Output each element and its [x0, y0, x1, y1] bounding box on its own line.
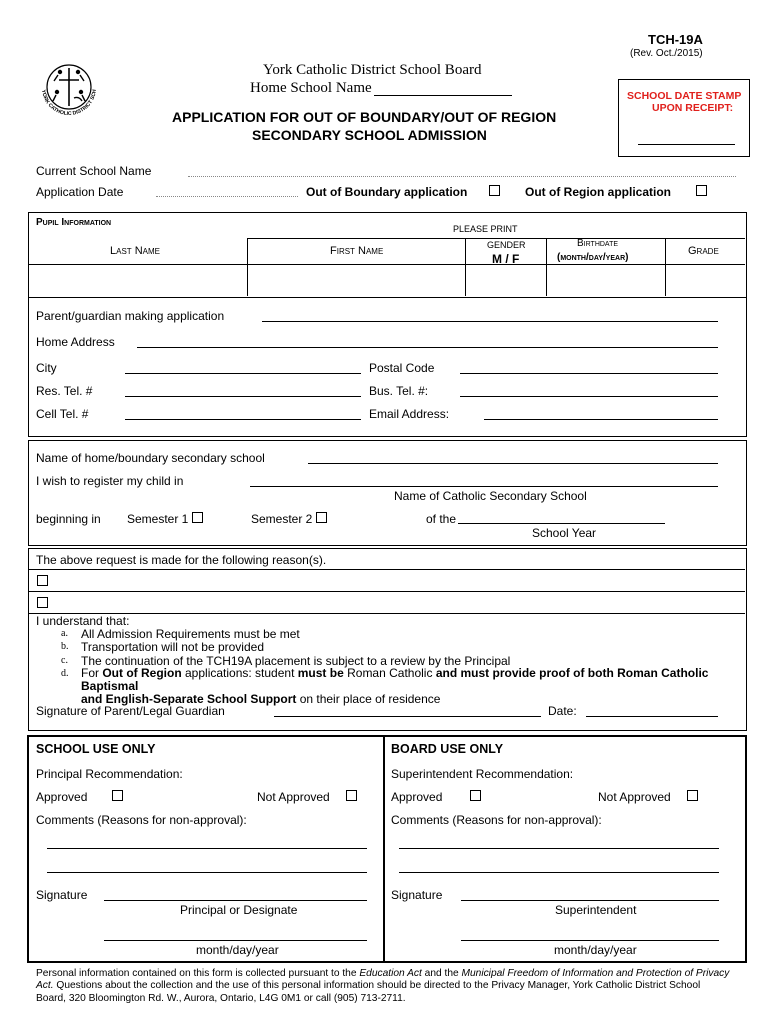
condition-a-text: All Admission Requirements must be met: [81, 627, 300, 641]
revision-date: (Rev. Oct./2015): [630, 48, 703, 59]
semester1-checkbox[interactable]: [192, 512, 203, 523]
birthdate-header: Birthdate: [577, 238, 619, 249]
birthdate-format: (month/day/year): [557, 252, 629, 263]
gender-input[interactable]: [467, 266, 545, 295]
semester2-checkbox[interactable]: [316, 512, 327, 523]
board-comments-line1[interactable]: [399, 848, 719, 849]
guardian-date-label: Date:: [548, 704, 577, 718]
bus-tel-input[interactable]: [460, 396, 718, 397]
beginning-label: beginning in: [36, 512, 101, 526]
reason1-input[interactable]: [52, 571, 742, 590]
svg-text:YORK CATHOLIC DISTRICT SCHOOL: YORK CATHOLIC DISTRICT SCH: [40, 89, 99, 118]
postal-code-input[interactable]: [460, 373, 718, 374]
school-comments-line2[interactable]: [47, 872, 367, 873]
email-label: Email Address:: [369, 407, 450, 421]
please-print-note: PLEASE PRINT: [453, 224, 518, 234]
guardian-signature-input[interactable]: [274, 716, 541, 717]
last-name-input[interactable]: [30, 266, 246, 295]
condition-b-letter: b.: [61, 641, 69, 652]
reason2-checkbox[interactable]: [37, 597, 48, 608]
board-date-caption: month/day/year: [554, 943, 637, 957]
guardian-signature-label: Signature of Parent/Legal Guardian: [36, 704, 225, 718]
board-comments-line2[interactable]: [399, 872, 719, 873]
school-not-approved-label: Not Approved: [257, 790, 330, 804]
school-not-approved-checkbox[interactable]: [346, 790, 357, 801]
email-input[interactable]: [484, 419, 718, 420]
principal-signature-input[interactable]: [104, 900, 367, 901]
form-title-line2: SECONDARY SCHOOL ADMISSION: [252, 127, 487, 143]
school-year-input[interactable]: [458, 523, 665, 524]
condition-d-letter: d.: [61, 668, 69, 679]
board-date-input[interactable]: [461, 940, 719, 941]
current-school-input[interactable]: [188, 176, 736, 177]
bus-tel-label: Bus. Tel. #:: [369, 384, 429, 398]
grade-header: Grade: [688, 245, 719, 257]
school-approved-label: Approved: [36, 790, 88, 804]
parent-label: Parent/guardian making application: [36, 309, 225, 323]
pupil-info-title: Pupil Information: [36, 217, 112, 228]
city-input[interactable]: [125, 373, 361, 374]
cell-tel-label: Cell Tel. #: [36, 407, 89, 421]
last-name-header: Last Name: [110, 245, 161, 257]
privacy-notice: Personal information contained on this form is collected pursuant to the Education Act and the Municipal Freedom of Information and Protection of Privacy Act. Questions about the collection and the use of this personal information should be directed to the Privacy Manager, York Catholic District School Board, 320 Bloomington Rd. W., Aurora, Ontario, L4G 0M1 or call (905) 713-2711.: [36, 968, 730, 1004]
semester2-label: Semester 2: [251, 512, 313, 526]
school-year-caption: School Year: [532, 526, 597, 540]
board-comments-label: Comments (Reasons for non-approval):: [391, 813, 602, 827]
home-school-name-input[interactable]: [308, 463, 718, 464]
register-child-label: I wish to register my child in: [36, 474, 184, 488]
school-approved-checkbox[interactable]: [112, 790, 123, 801]
stamp-label-line1: SCHOOL DATE STAMP: [627, 90, 742, 102]
board-approved-checkbox[interactable]: [470, 790, 481, 801]
out-of-region-label: Out of Region application: [525, 185, 671, 199]
understand-label: I understand that:: [36, 614, 130, 628]
superintendent-recommendation-label: Superintendent Recommendation:: [391, 767, 574, 781]
school-comments-line1[interactable]: [47, 848, 367, 849]
catholic-school-caption: Name of Catholic Secondary School: [394, 489, 587, 503]
condition-c-letter: c.: [61, 655, 68, 666]
home-school-label: Home School Name: [250, 80, 372, 96]
condition-b-text: Transportation will not be provided: [81, 640, 264, 654]
cell-tel-input[interactable]: [125, 419, 361, 420]
gender-header: GENDER: [487, 240, 526, 250]
catholic-school-input[interactable]: [250, 486, 718, 487]
school-comments-label: Comments (Reasons for non-approval):: [36, 813, 247, 827]
gender-values: M / F: [492, 252, 520, 266]
school-signature-label: Signature: [36, 888, 88, 902]
form-title-line1: APPLICATION FOR OUT OF BOUNDARY/OUT OF REGION: [172, 109, 557, 125]
postal-code-label: Postal Code: [369, 361, 435, 375]
birthdate-input[interactable]: [548, 266, 664, 295]
school-date-input[interactable]: [104, 940, 367, 941]
res-tel-input[interactable]: [125, 396, 361, 397]
condition-d-text: For Out of Region applications: student must be Roman Catholic and must provide proof of both Roman Catholic Baptismal and English-Separate School Support on their place of residence: [81, 666, 709, 706]
home-school-line[interactable]: [374, 95, 512, 96]
board-approved-label: Approved: [391, 790, 443, 804]
out-of-boundary-checkbox[interactable]: [489, 185, 500, 196]
reasons-intro: The above request is made for the following reason(s).: [36, 553, 327, 567]
principal-recommendation-label: Principal Recommendation:: [36, 767, 183, 781]
application-date-input[interactable]: [156, 196, 298, 197]
parent-input[interactable]: [262, 321, 718, 322]
stamp-label-line2: UPON RECEIPT:: [652, 102, 734, 114]
condition-c-text: The continuation of the TCH19A placement is subject to a review by the Principal: [81, 654, 511, 668]
city-label: City: [36, 361, 57, 375]
reason2-input[interactable]: [52, 593, 742, 612]
out-of-region-checkbox[interactable]: [696, 185, 707, 196]
school-board-logo: [30, 48, 108, 126]
first-name-header: First Name: [330, 245, 384, 257]
board-signature-label: Signature: [391, 888, 443, 902]
condition-a-letter: a.: [61, 628, 68, 639]
semester1-label: Semester 1: [127, 512, 189, 526]
home-school-name-label: Name of home/boundary secondary school: [36, 451, 265, 465]
board-not-approved-label: Not Approved: [598, 790, 671, 804]
board-not-approved-checkbox[interactable]: [687, 790, 698, 801]
board-use-title: BOARD USE ONLY: [391, 742, 504, 756]
superintendent-caption: Superintendent: [555, 903, 637, 917]
res-tel-label: Res. Tel. #: [36, 384, 93, 398]
reason1-checkbox[interactable]: [37, 575, 48, 586]
stamp-line: [638, 144, 735, 145]
principal-caption: Principal or Designate: [180, 903, 298, 917]
application-date-label: Application Date: [36, 185, 124, 199]
home-address-label: Home Address: [36, 335, 115, 349]
form-code: TCH-19A: [648, 32, 703, 47]
board-name: York Catholic District School Board: [263, 62, 482, 78]
current-school-label: Current School Name: [36, 164, 152, 178]
home-address-input[interactable]: [137, 347, 718, 348]
superintendent-signature-input[interactable]: [461, 900, 719, 901]
of-the-label: of the: [426, 512, 457, 526]
grade-input[interactable]: [667, 266, 744, 295]
out-of-boundary-label: Out of Boundary application: [306, 185, 468, 199]
first-name-input[interactable]: [249, 266, 464, 295]
guardian-date-input[interactable]: [586, 716, 718, 717]
school-date-caption: month/day/year: [196, 943, 279, 957]
school-use-title: SCHOOL USE ONLY: [36, 742, 156, 756]
